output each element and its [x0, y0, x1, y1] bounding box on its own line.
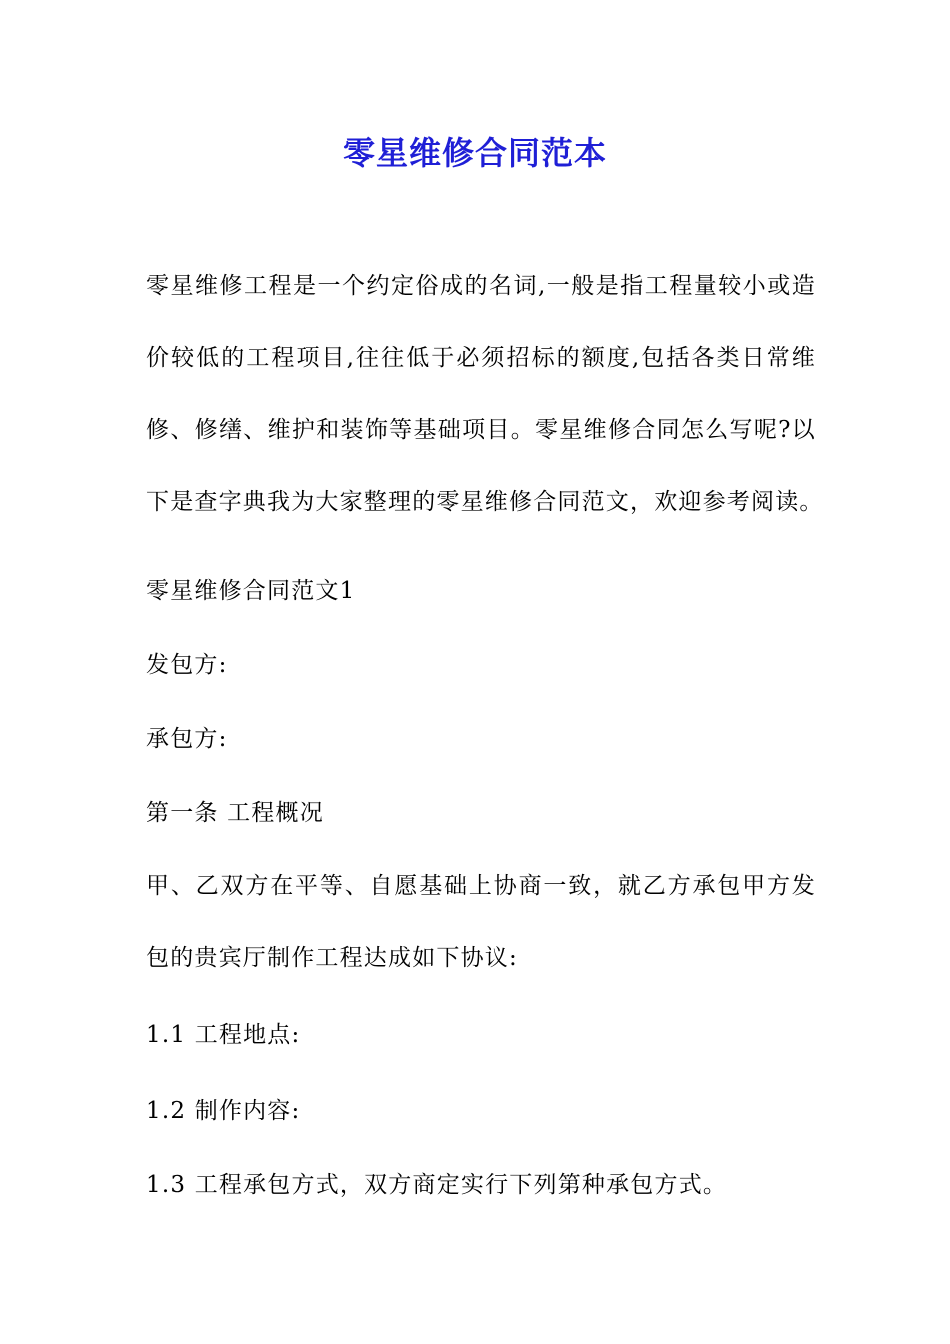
intro-line-3: 修、修缮、维护和装饰等基础项目。零星维修合同怎么写呢?以	[146, 417, 816, 443]
item-1-1: 1.1 工程地点:	[146, 1022, 301, 1048]
party-a-label: 发包方:	[146, 652, 228, 678]
intro-line-4: 下是查字典我为大家整理的零星维修合同范文，欢迎参考阅读。	[146, 489, 824, 515]
party-b-label: 承包方:	[146, 726, 228, 752]
article-1-paragraph	[146, 850, 816, 994]
article-1-line-1: 甲、乙双方在平等、自愿基础上协商一致，就乙方承包甲方发	[146, 873, 816, 899]
section-heading: 零星维修合同范文1	[146, 578, 356, 604]
intro-line-1: 零星维修工程是一个约定俗成的名词,一般是指工程量较小或造	[146, 273, 816, 299]
intro-line-2: 价较低的工程项目,往往低于必须招标的额度,包括各类日常维	[146, 345, 816, 371]
article-1-line-2: 包的贵宾厅制作工程达成如下协议:	[146, 945, 518, 971]
article-1-heading: 第一条 工程概况	[146, 800, 324, 826]
item-1-3: 1.3 工程承包方式，双方商定实行下列第种承包方式。	[146, 1172, 728, 1198]
item-1-2: 1.2 制作内容:	[146, 1098, 301, 1124]
document-title: 零星维修合同范本	[342, 134, 607, 172]
intro-paragraph	[146, 250, 824, 538]
